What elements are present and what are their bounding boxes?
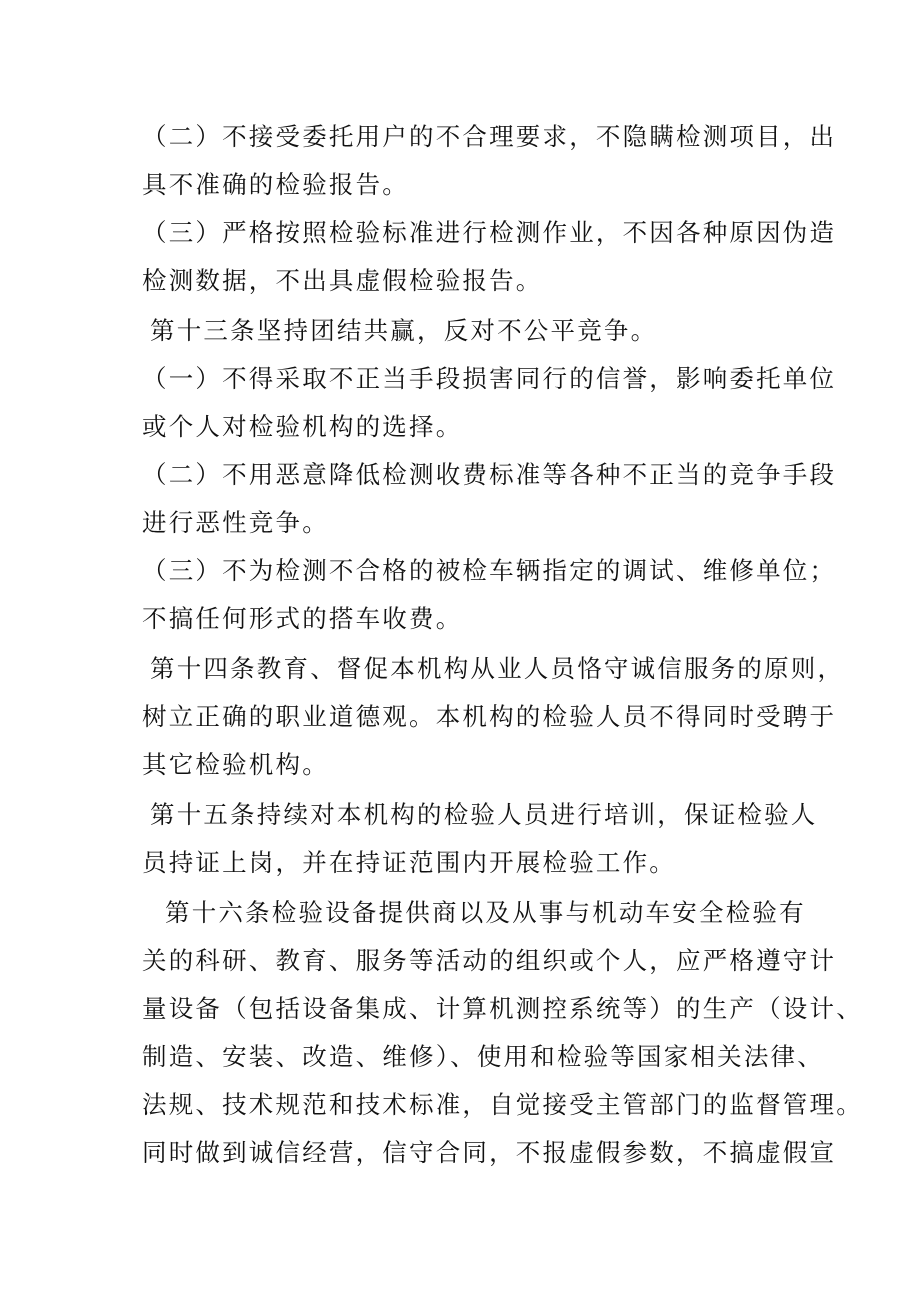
text-line: （一）不得采取不正当手段损害同行的信誉，影响委托单位 [142, 364, 837, 393]
text-line: 第十四条教育、督促本机构从业人员恪守诚信服务的原则， [150, 654, 845, 683]
text-line: 第十三条坚持团结共赢，反对不公平竞争。 [150, 316, 658, 345]
text-line: 其它检验机构。 [142, 750, 329, 779]
text-line: （二）不用恶意降低检测收费标准等各种不正当的竞争手段 [142, 460, 837, 489]
text-line: 进行恶性竞争。 [142, 508, 329, 537]
text-line: 第十五条持续对本机构的检验人员进行培训，保证检验人 [150, 800, 818, 829]
text-line: 关的科研、教育、服务等活动的组织或个人，应严格遵守计 [142, 946, 837, 975]
text-line: 同时做到诚信经营，信守合同，不报虚假参数，不搞虚假宣 [142, 1138, 837, 1167]
text-line: 树立正确的职业道德观。本机构的检验人员不得同时受聘于 [142, 702, 837, 731]
text-line: （二）不接受委托用户的不合理要求，不隐瞒检测项目，出 [142, 122, 837, 151]
text-line: 法规、技术规范和技术标准，自觉接受主管部门的监督管理。 [142, 1090, 863, 1119]
text-line: 员持证上岗，并在持证范围内开展检验工作。 [142, 848, 676, 877]
text-line: 制造、安装、改造、维修）、使用和检验等国家相关法律、 [142, 1042, 824, 1071]
text-line: 具不准确的检验报告。 [142, 170, 409, 199]
text-line: 量设备（包括设备集成、计算机测控系统等）的生产（设计、 [142, 994, 863, 1023]
text-line: 不搞任何形式的搭车收费。 [142, 604, 463, 633]
text-line: 第十六条检验设备提供商以及从事与机动车安全检验有 [165, 898, 806, 927]
text-line: 检测数据，不出具虚假检验报告。 [142, 266, 543, 295]
text-line: （三）不为检测不合格的被检车辆指定的调试、维修单位； [142, 556, 837, 585]
text-line: 或个人对检验机构的选择。 [142, 412, 463, 441]
text-line: （三）严格按照检验标准进行检测作业，不因各种原因伪造 [142, 218, 837, 247]
